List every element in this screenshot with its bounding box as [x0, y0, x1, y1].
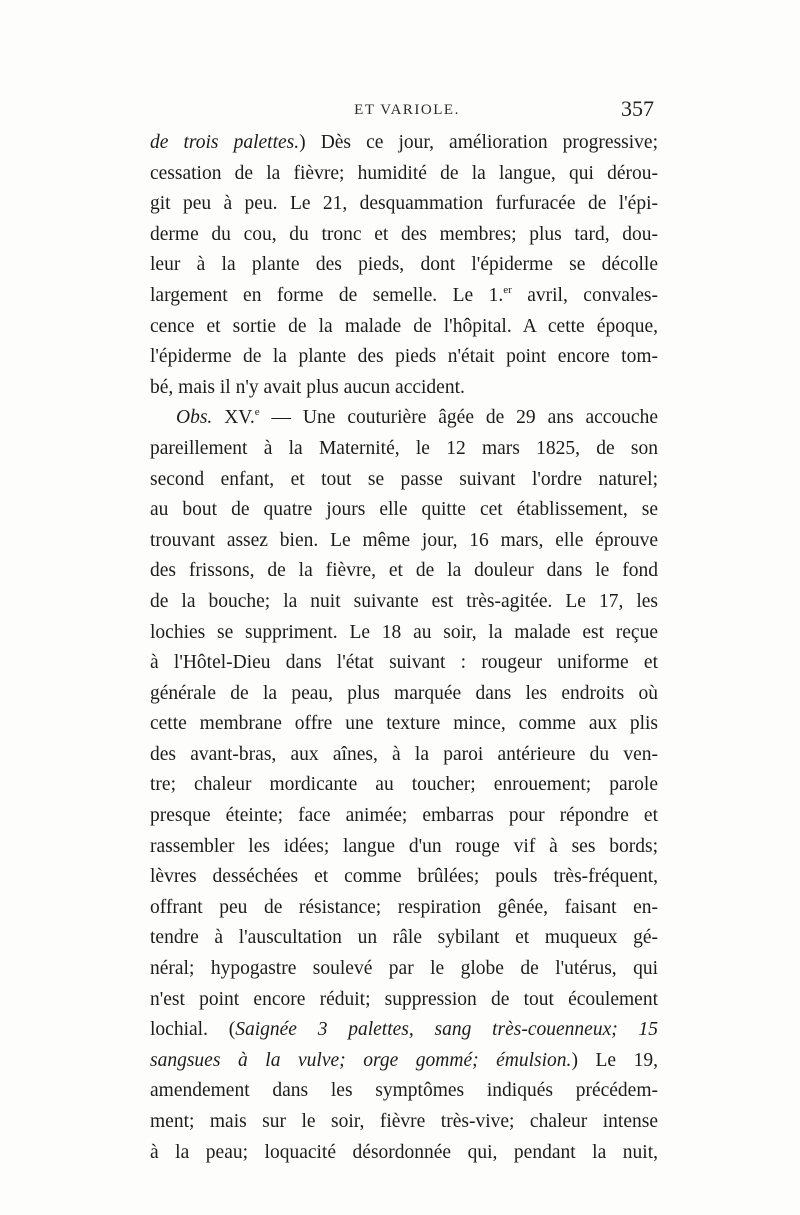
text-line [150, 709, 658, 740]
text-line [150, 342, 658, 373]
text-fragment: Obs. [176, 407, 213, 429]
text-fragment: des frissons, de la fièvre, et de la douleur dans le fond [150, 560, 658, 582]
text-line [150, 862, 658, 893]
running-head [160, 96, 654, 126]
text-line [150, 1107, 658, 1138]
text-fragment: lèvres desséchées et comme brûlées; pouls très-fréquent, [150, 866, 658, 888]
text-fragment: derme du cou, du tronc et des membres; plus tard, dou- [150, 223, 658, 245]
text-fragment: ) Dès ce jour, amélioration progressive; [299, 132, 658, 153]
text-line [150, 954, 658, 985]
text-line [150, 465, 658, 496]
text-fragment: second enfant, et tout se passe suivant l'ordre naturel; [150, 468, 658, 490]
text-fragment: leur à la plante des pieds, dont l'épiderme se décolle [150, 254, 658, 276]
text-fragment: de la bouche; la nuit suivante est très-agitée. Le 17, les [150, 590, 658, 612]
text-line [150, 1015, 658, 1046]
text-fragment: avril, convales- [511, 284, 658, 306]
text-fragment: pareillement à la Maternité, le 12 mars 1825, de son [150, 437, 658, 459]
superscript-text: e [254, 406, 260, 419]
text-line [150, 250, 658, 281]
text-line [150, 1138, 658, 1169]
text-fragment: lochial. ( [150, 1019, 236, 1041]
text-fragment: ) Le 19, [571, 1049, 658, 1071]
text-fragment: cessation de la fièvre; humidité de la langue, qui dérou- [150, 162, 658, 184]
text-fragment: Saignée 3 palettes, sang très-couenneux; 15 [235, 1019, 658, 1041]
text-fragment: à la peau; loquacité désordonnée qui, pendant la nuit, [150, 1141, 658, 1163]
text-line [150, 648, 658, 679]
text-line [150, 587, 658, 618]
text-fragment: amendement dans les symptômes indiqués précédem- [150, 1080, 658, 1102]
text-fragment: — Une couturière âgée de 29 ans accouche [259, 407, 658, 429]
text-line [150, 801, 658, 832]
text-line [150, 679, 658, 710]
running-title: ET VARIOLE. [354, 102, 460, 118]
text-line [150, 189, 658, 220]
text-line [150, 770, 658, 801]
text-line [150, 128, 658, 159]
text-fragment: git peu à peu. Le 21, desquammation furfuracée de l'épi- [150, 193, 658, 215]
text-line [150, 832, 658, 863]
text-fragment: cence et sortie de la malade de l'hôpital. A cette époque, [150, 315, 658, 337]
text-fragment: au bout de quatre jours elle quitte cet établissement, se [150, 499, 658, 521]
text-line [150, 556, 658, 587]
text-fragment: tendre à l'auscultation un râle sybilant et muqueux gé- [150, 927, 658, 949]
text-fragment: lochies se suppriment. Le 18 au soir, la malade est reçue [150, 621, 658, 643]
text-line [150, 373, 658, 404]
text-line [150, 893, 658, 924]
text-fragment: à l'Hôtel-Dieu dans l'état suivant : rougeur uniforme et [150, 652, 658, 674]
text-line [150, 403, 658, 434]
text-line [150, 740, 658, 771]
text-fragment: bé, mais il n'y avait plus aucun accident. [150, 376, 465, 398]
text-line [150, 312, 658, 343]
text-line [150, 526, 658, 557]
text-fragment: XV. [212, 407, 255, 429]
text-fragment: de trois palettes. [150, 132, 300, 153]
text-line [150, 1046, 658, 1077]
text-line [150, 220, 658, 251]
text-fragment: presque éteinte; face animée; embarras pour répondre et [150, 805, 658, 827]
text-line [150, 159, 658, 190]
text-line [150, 281, 658, 312]
text-line [150, 434, 658, 465]
text-fragment: des avant-bras, aux aînes, à la paroi antérieure du ven- [150, 743, 658, 765]
text-fragment: tre; chaleur mordicante au toucher; enrouement; parole [150, 774, 658, 796]
text-line [150, 495, 658, 526]
text-fragment: générale de la peau, plus marquée dans les endroits où [150, 682, 658, 704]
text-fragment: cette membrane offre une texture mince, comme aux plis [150, 713, 658, 735]
page-number: 357 [621, 96, 654, 121]
text-line [150, 1076, 658, 1107]
body-text [150, 128, 658, 1168]
text-fragment: l'épiderme de la plante des pieds n'était point encore tom- [150, 346, 658, 368]
text-fragment: ment; mais sur le soir, fièvre très-vive; chaleur intense [150, 1111, 658, 1132]
text-fragment: trouvant assez bien. Le même jour, 16 mars, elle éprouve [150, 529, 658, 551]
text-fragment: rassembler les idées; langue d'un rouge vif à ses bords; [150, 835, 658, 857]
text-line [150, 985, 658, 1016]
text-fragment: n'est point encore réduit; suppression de tout écoulement [150, 988, 658, 1010]
text-fragment: largement en forme de semelle. Le 1. [150, 284, 504, 306]
text-fragment: offrant peu de résistance; respiration gênée, faisant en- [150, 896, 658, 918]
text-fragment: sangsues à la vulve; orge gommé; émulsion. [150, 1049, 572, 1071]
superscript-text: er [503, 283, 512, 296]
text-line [150, 923, 658, 954]
text-line [150, 618, 658, 649]
text-fragment: néral; hypogastre soulevé par le globe de l'utérus, qui [150, 958, 658, 980]
